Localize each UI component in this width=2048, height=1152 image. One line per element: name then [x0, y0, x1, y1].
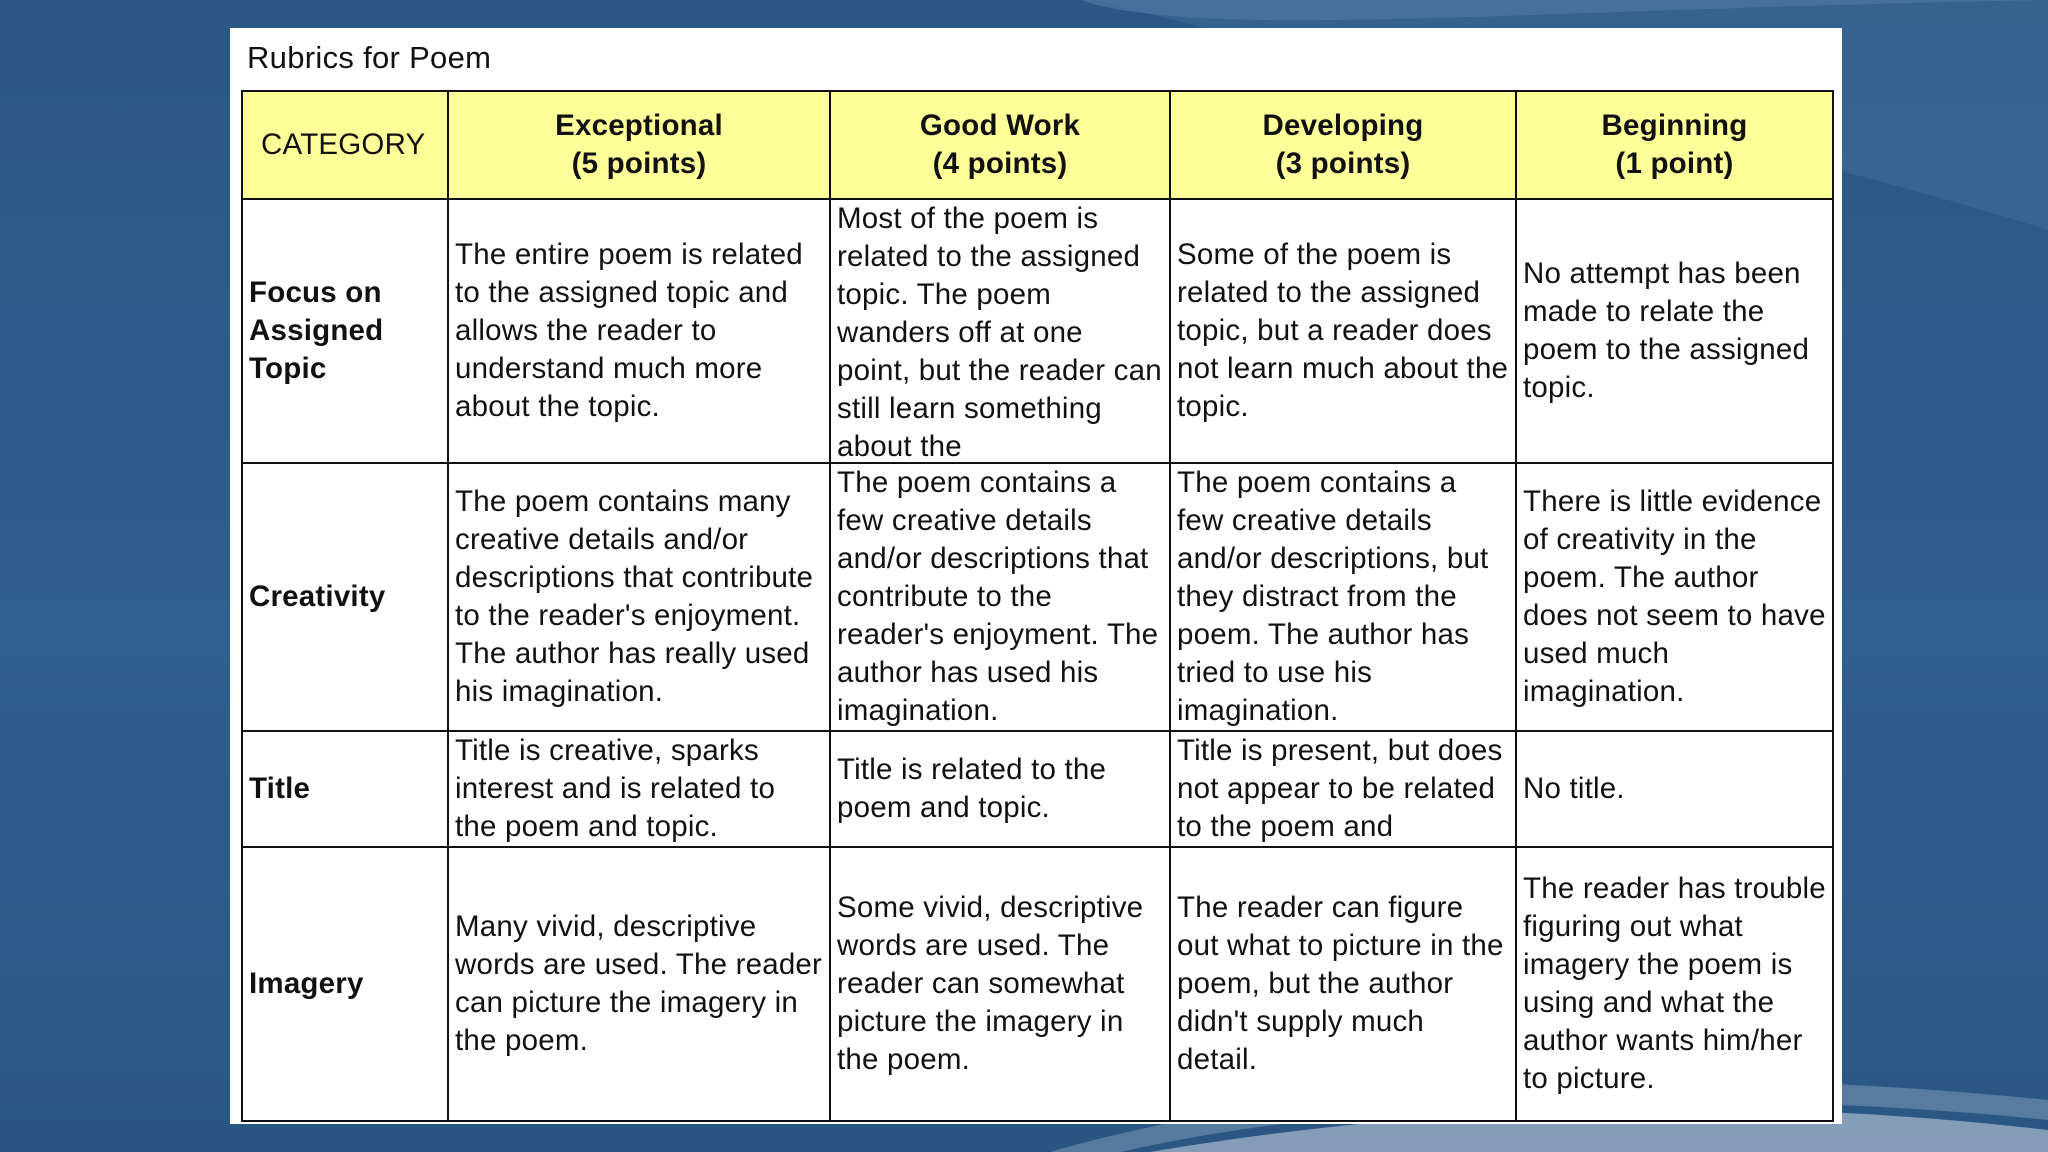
level-points: (1 point)	[1615, 147, 1734, 180]
level-name: Exceptional	[555, 109, 723, 142]
cell-text: There is little evidence of creativity in the poem. The author does not seem to have used much imagination.	[1523, 485, 1826, 708]
level-name: Beginning	[1601, 109, 1748, 142]
level-header-good-work	[830, 91, 1170, 199]
rubric-cell	[1170, 847, 1516, 1121]
rubric-cell	[1516, 847, 1833, 1121]
cell-text: No title.	[1523, 772, 1625, 805]
cell-text: Title is present, but does not appear to be related to the poem and	[1177, 734, 1503, 843]
table-row	[242, 847, 1833, 1121]
rubric-cell	[830, 847, 1170, 1121]
rubric-table	[241, 90, 1834, 1122]
cell-text: Title is creative, sparks interest and is related to the poem and topic.	[455, 734, 776, 843]
level-points: (5 points)	[571, 147, 707, 180]
rubric-cell	[830, 731, 1170, 847]
category-header: CATEGORY	[242, 91, 448, 199]
rubric-cell	[1170, 199, 1516, 463]
category-cell: Imagery	[242, 847, 448, 1121]
level-points: (3 points)	[1275, 147, 1411, 180]
level-points: (4 points)	[932, 147, 1068, 180]
rubric-cell	[1516, 731, 1833, 847]
rubric-cell	[830, 463, 1170, 731]
rubric-cell	[448, 731, 830, 847]
level-header-beginning	[1516, 91, 1833, 199]
level-name: Good Work	[919, 109, 1081, 142]
table-row	[242, 199, 1833, 463]
cell-text: The reader has trouble figuring out what imagery the poem is using and what the author wants him/her to picture.	[1523, 872, 1826, 1095]
cell-text: The poem contains a few creative details and/or descriptions, but they distract from the poem. The author has tried to use his imagination.	[1177, 466, 1489, 727]
rubric-cell	[1170, 731, 1516, 847]
cell-text: The poem contains many creative details and/or descriptions that contribute to the reader's enjoyment. The author has really used his imagination.	[455, 485, 814, 708]
table-header-row	[242, 91, 1833, 199]
rubric-cell	[1516, 199, 1833, 463]
rubric-cell	[448, 847, 830, 1121]
level-name: Developing	[1262, 109, 1424, 142]
document-title: Rubrics for Poem	[247, 40, 492, 75]
cell-text: The poem contains a few creative details and/or descriptions that contribute to the reader's enjoyment. The author has used his imagination.	[837, 466, 1159, 727]
cell-text: Title is related to the poem and topic.	[837, 753, 1107, 824]
rubric-cell	[448, 199, 830, 463]
cell-text: No attempt has been made to relate the poem to the assigned topic.	[1523, 257, 1810, 404]
cell-text: Many vivid, descriptive words are used. The reader can picture the imagery in the poem.	[455, 910, 823, 1057]
category-cell: Focus on Assigned Topic	[242, 199, 448, 463]
cell-text: Some of the poem is related to the assigned topic, but a reader does not learn much about the topic.	[1177, 238, 1509, 423]
rubric-cell	[830, 199, 1170, 463]
cell-text: The reader can figure out what to picture in the poem, but the author didn't supply much detail.	[1177, 891, 1504, 1076]
rubric-cell	[1170, 463, 1516, 731]
level-header-developing	[1170, 91, 1516, 199]
category-cell: Title	[242, 731, 448, 847]
cell-text: Most of the poem is related to the assigned topic. The poem wanders off at one point, but the reader can still learn something about the	[837, 202, 1162, 462]
rubric-document	[230, 28, 1842, 1124]
table-row	[242, 731, 1833, 847]
level-header-exceptional	[448, 91, 830, 199]
rubric-cell	[1516, 463, 1833, 731]
category-cell: Creativity	[242, 463, 448, 731]
cell-text: Some vivid, descriptive words are used. The reader can somewhat picture the imagery in the poem.	[837, 891, 1144, 1076]
table-row	[242, 463, 1833, 731]
rubric-cell	[448, 463, 830, 731]
cell-text: The entire poem is related to the assigned topic and allows the reader to understand much more about the topic.	[455, 238, 803, 423]
